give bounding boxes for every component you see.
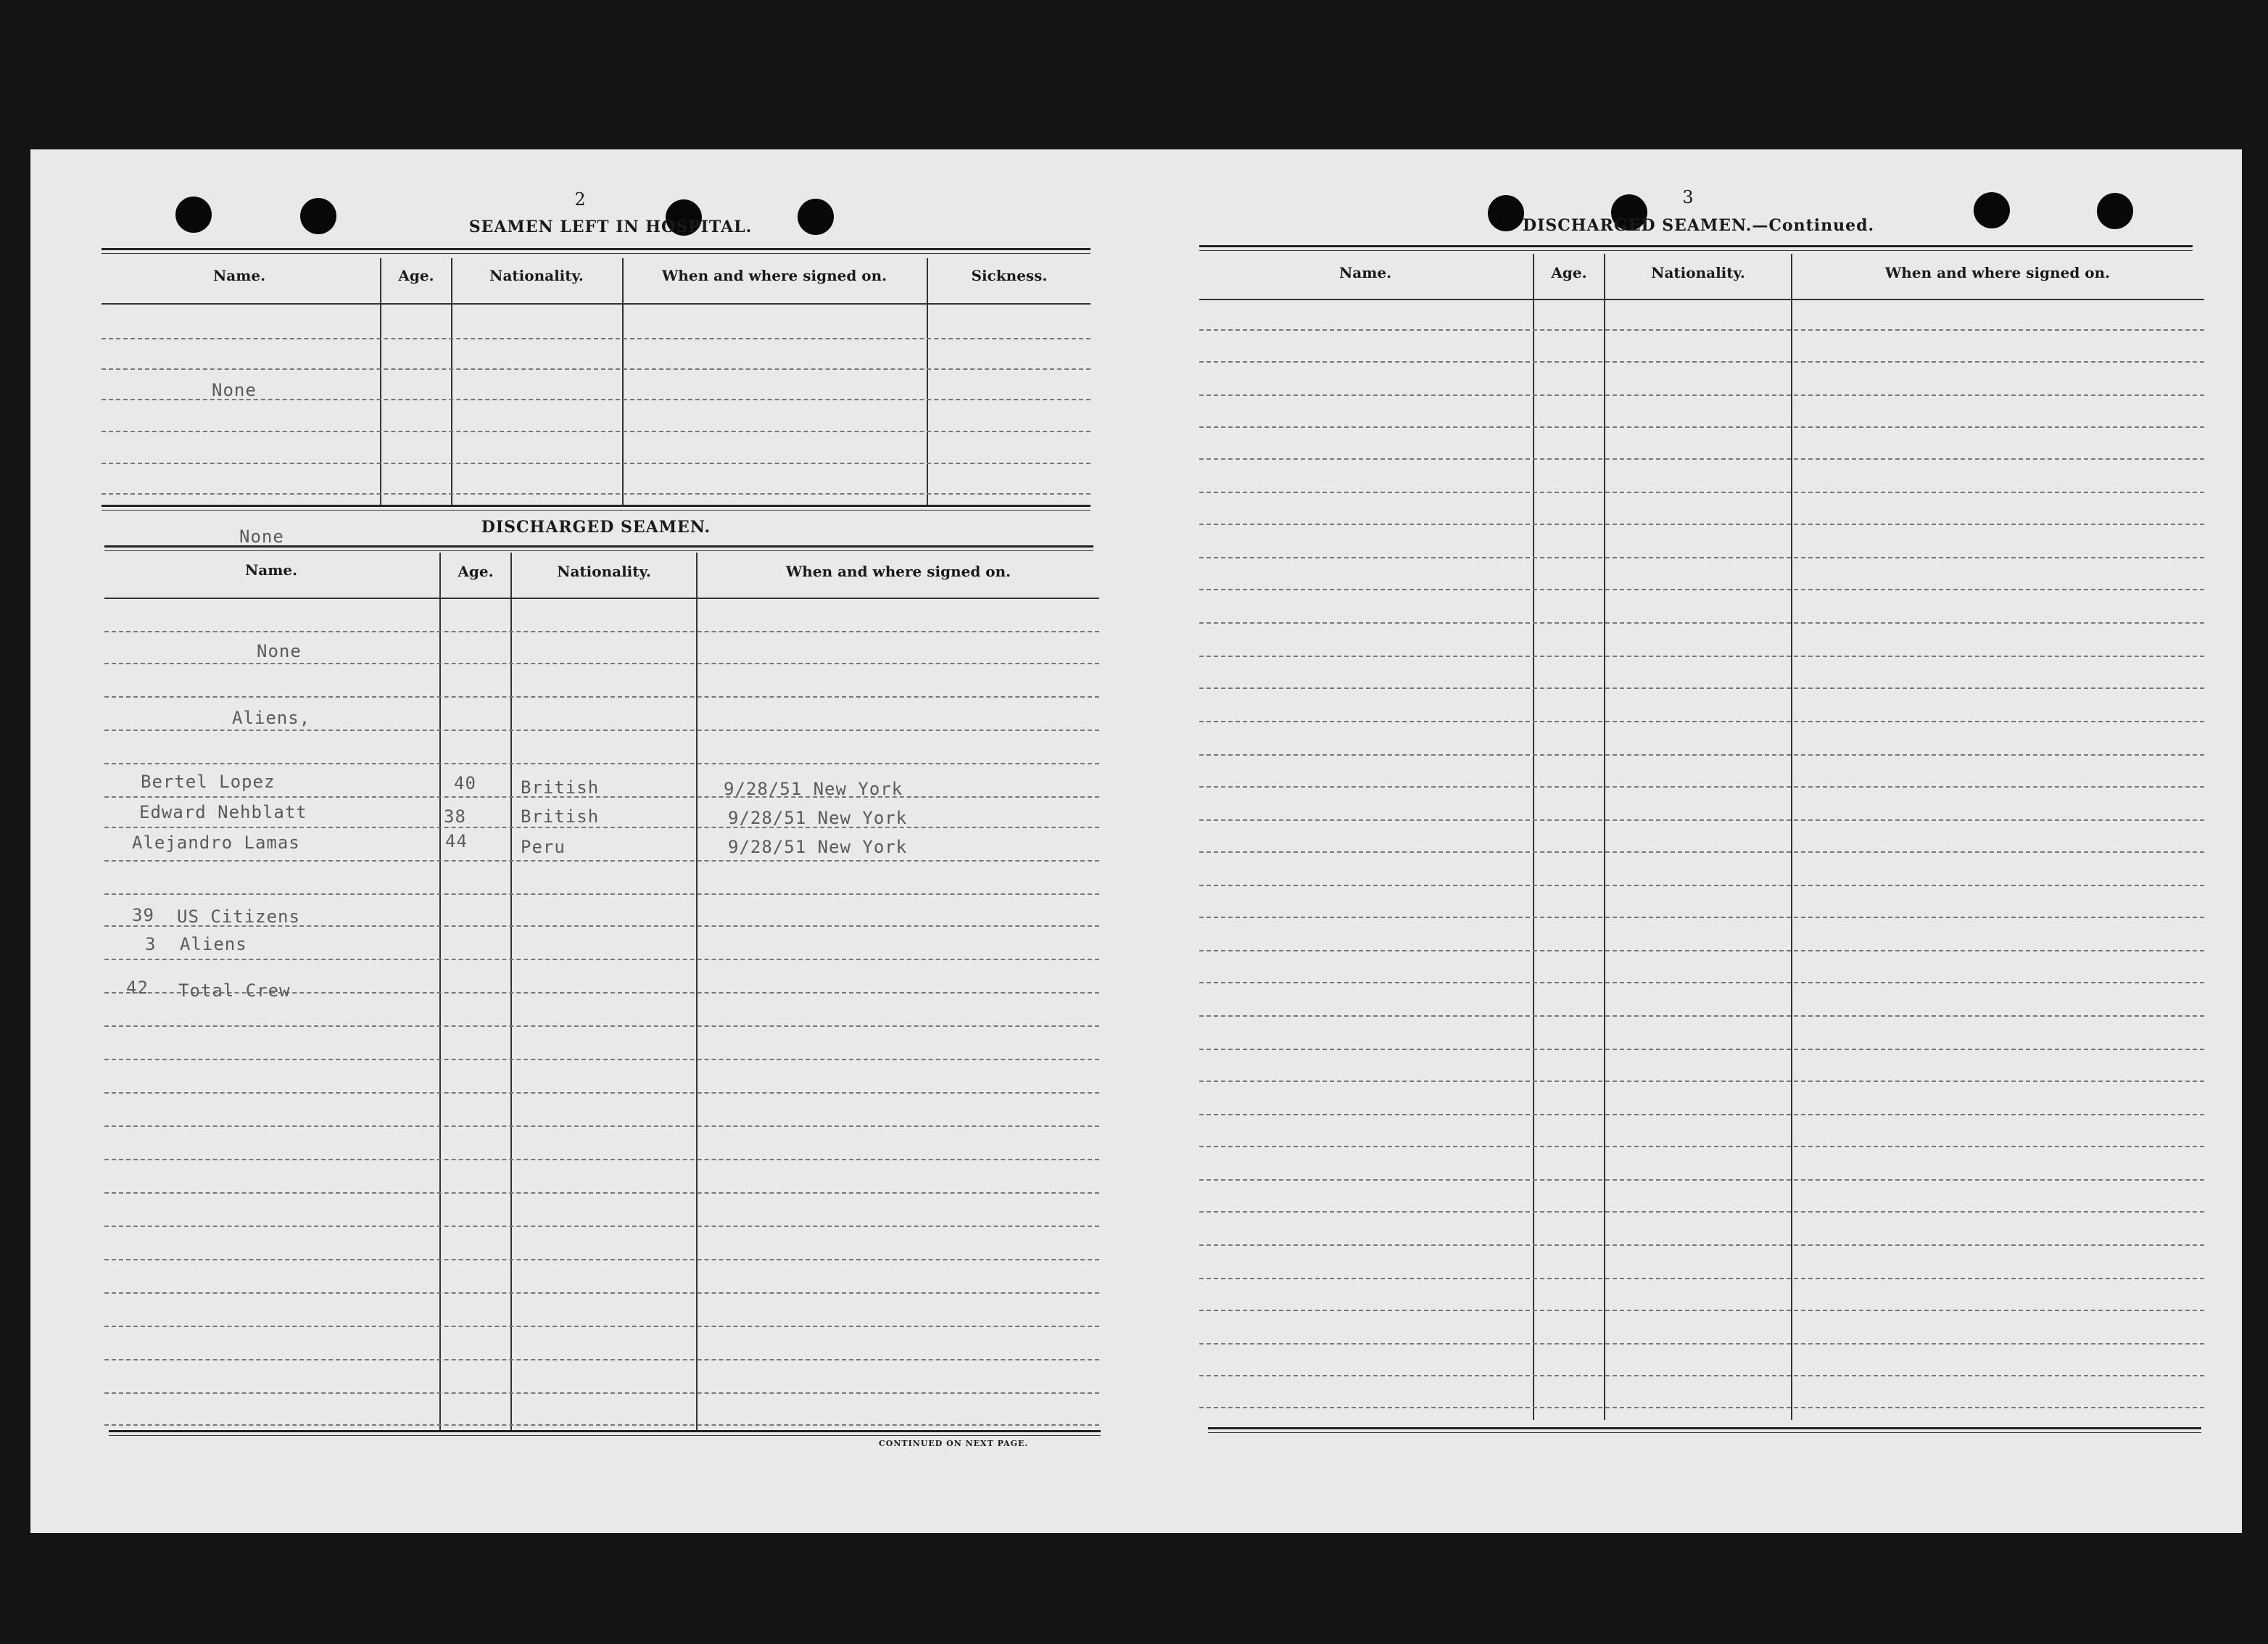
row-line	[1199, 754, 2204, 756]
summary-count: 39	[132, 905, 154, 925]
punch-hole	[1488, 195, 1524, 231]
row-line	[104, 1059, 1099, 1060]
column-header-signed-on: When and where signed on.	[661, 267, 887, 284]
entry-name: Bertel Lopez	[141, 772, 276, 792]
row-line	[104, 696, 1099, 698]
row-line	[102, 338, 1090, 339]
page-number: 3	[1682, 187, 1694, 207]
row-line	[104, 663, 1099, 664]
summary-label: Aliens	[180, 934, 247, 954]
row-line	[104, 1125, 1099, 1127]
entry-age: 44	[445, 831, 468, 851]
entry-age: 40	[454, 773, 476, 793]
column-divider	[439, 553, 441, 1430]
row-line	[104, 1392, 1099, 1394]
column-header-nationality: Nationality.	[557, 563, 651, 580]
entry-name: Edward Nehblatt	[139, 802, 307, 822]
row-line	[1199, 589, 2204, 590]
row-line	[104, 631, 1099, 632]
row-line	[104, 730, 1099, 731]
column-header-age: Age.	[398, 267, 434, 284]
page-number: 2	[574, 189, 586, 210]
row-line	[104, 796, 1099, 798]
row-line	[1199, 329, 2204, 331]
row-line	[104, 1025, 1099, 1027]
row-line	[104, 860, 1099, 862]
row-line	[1199, 1081, 2204, 1082]
row-line	[102, 463, 1090, 464]
row-line	[1199, 1114, 2204, 1115]
entry-name: Alejandro Lamas	[132, 833, 300, 853]
row-line	[1199, 687, 2204, 689]
row-line	[1199, 1015, 2204, 1017]
entry-signed-on: 9/28/51 New York	[728, 808, 908, 828]
row-line	[1199, 851, 2204, 853]
row-line	[104, 1159, 1099, 1160]
row-line	[1199, 819, 2204, 821]
row-line	[104, 959, 1099, 960]
entry-signed-on: 9/28/51 New York	[724, 779, 903, 799]
column-header-age: Age.	[1551, 264, 1587, 281]
row-line	[1199, 395, 2204, 396]
row-line	[102, 431, 1090, 432]
rule	[109, 1430, 1101, 1432]
discharged-none-text: None	[257, 641, 302, 661]
summary-label: Total Crew	[178, 980, 291, 1001]
row-line	[1199, 982, 2204, 983]
rule	[102, 248, 1090, 250]
hospital-none-entry: None	[239, 526, 284, 547]
column-divider	[927, 258, 928, 505]
column-header-sickness: Sickness.	[971, 267, 1048, 284]
discharged-continued-title: DISCHARGED SEAMEN.—Continued.	[1523, 216, 1875, 235]
entry-nationality: Peru	[521, 837, 566, 857]
row-line	[1199, 1310, 2204, 1311]
entry-nationality: British	[521, 777, 600, 798]
row-line	[1199, 786, 2204, 788]
column-header-nationality: Nationality.	[489, 267, 584, 284]
column-divider	[696, 553, 698, 1430]
row-line	[1199, 1179, 2204, 1181]
row-line	[1199, 917, 2204, 918]
row-line	[1199, 622, 2204, 624]
row-line	[104, 1326, 1099, 1327]
summary-count: 3	[145, 934, 157, 954]
header-rule	[102, 303, 1090, 305]
hospital-none-text: None	[212, 380, 257, 400]
row-line	[104, 1192, 1099, 1194]
row-line	[1199, 1407, 2204, 1408]
row-line	[1199, 1146, 2204, 1147]
rule	[1199, 245, 2193, 247]
row-line	[104, 763, 1099, 764]
row-line	[1199, 721, 2204, 722]
row-line	[104, 1226, 1099, 1227]
row-line	[1199, 458, 2204, 460]
continued-note: CONTINUED ON NEXT PAGE.	[879, 1439, 1029, 1448]
punch-hole	[175, 197, 212, 233]
row-line	[1199, 557, 2204, 558]
row-line	[1199, 950, 2204, 951]
row-line	[104, 1292, 1099, 1294]
row-line	[104, 1092, 1099, 1094]
rule	[102, 505, 1090, 507]
row-line	[1199, 1278, 2204, 1279]
summary-count: 42	[126, 978, 149, 998]
ledger-sheet	[30, 149, 2242, 1533]
row-line	[1199, 524, 2204, 525]
column-header-name: Name.	[212, 267, 266, 284]
discharged-section-title: DISCHARGED SEAMEN.	[481, 518, 711, 537]
row-line	[1199, 492, 2204, 493]
aliens-label: Aliens,	[232, 708, 311, 728]
header-rule	[104, 598, 1099, 599]
punch-hole	[2097, 193, 2133, 229]
column-header-age: Age.	[458, 563, 494, 580]
row-line	[1199, 1244, 2204, 1246]
row-line	[1199, 1375, 2204, 1376]
row-line	[1199, 1049, 2204, 1050]
column-header-signed-on: When and where signed on.	[785, 563, 1011, 580]
hospital-section-title: SEAMEN LEFT IN HOSPITAL.	[468, 218, 753, 236]
column-divider	[510, 553, 512, 1430]
row-line	[104, 1359, 1099, 1360]
column-divider	[622, 258, 624, 505]
discharged-continued-table	[1199, 254, 2204, 1420]
row-line	[102, 493, 1090, 495]
entry-age: 38	[444, 806, 466, 827]
row-line	[104, 893, 1099, 895]
column-header-nationality: Nationality.	[1651, 264, 1745, 281]
column-divider	[380, 258, 381, 505]
column-header-name: Name.	[244, 561, 298, 579]
row-line	[1199, 426, 2204, 428]
header-rule	[1199, 299, 2204, 300]
row-line	[1199, 885, 2204, 886]
punch-hole	[798, 199, 834, 235]
summary-label: US Citizens	[177, 906, 300, 927]
rule	[104, 545, 1093, 548]
row-line	[1199, 361, 2204, 363]
column-header-name: Name.	[1338, 264, 1392, 281]
entry-nationality: British	[521, 806, 600, 827]
row-line	[102, 368, 1090, 370]
rule	[1208, 1427, 2201, 1429]
row-line	[104, 1424, 1099, 1426]
row-line	[1199, 1211, 2204, 1213]
row-line	[1199, 1343, 2204, 1344]
row-line	[1199, 656, 2204, 657]
column-divider	[451, 258, 452, 505]
punch-hole	[1974, 192, 2010, 228]
row-line	[104, 827, 1099, 828]
row-line	[104, 1259, 1099, 1260]
entry-signed-on: 9/28/51 New York	[728, 837, 908, 857]
punch-hole	[300, 198, 336, 234]
column-header-signed-on: When and where signed on.	[1884, 264, 2111, 281]
